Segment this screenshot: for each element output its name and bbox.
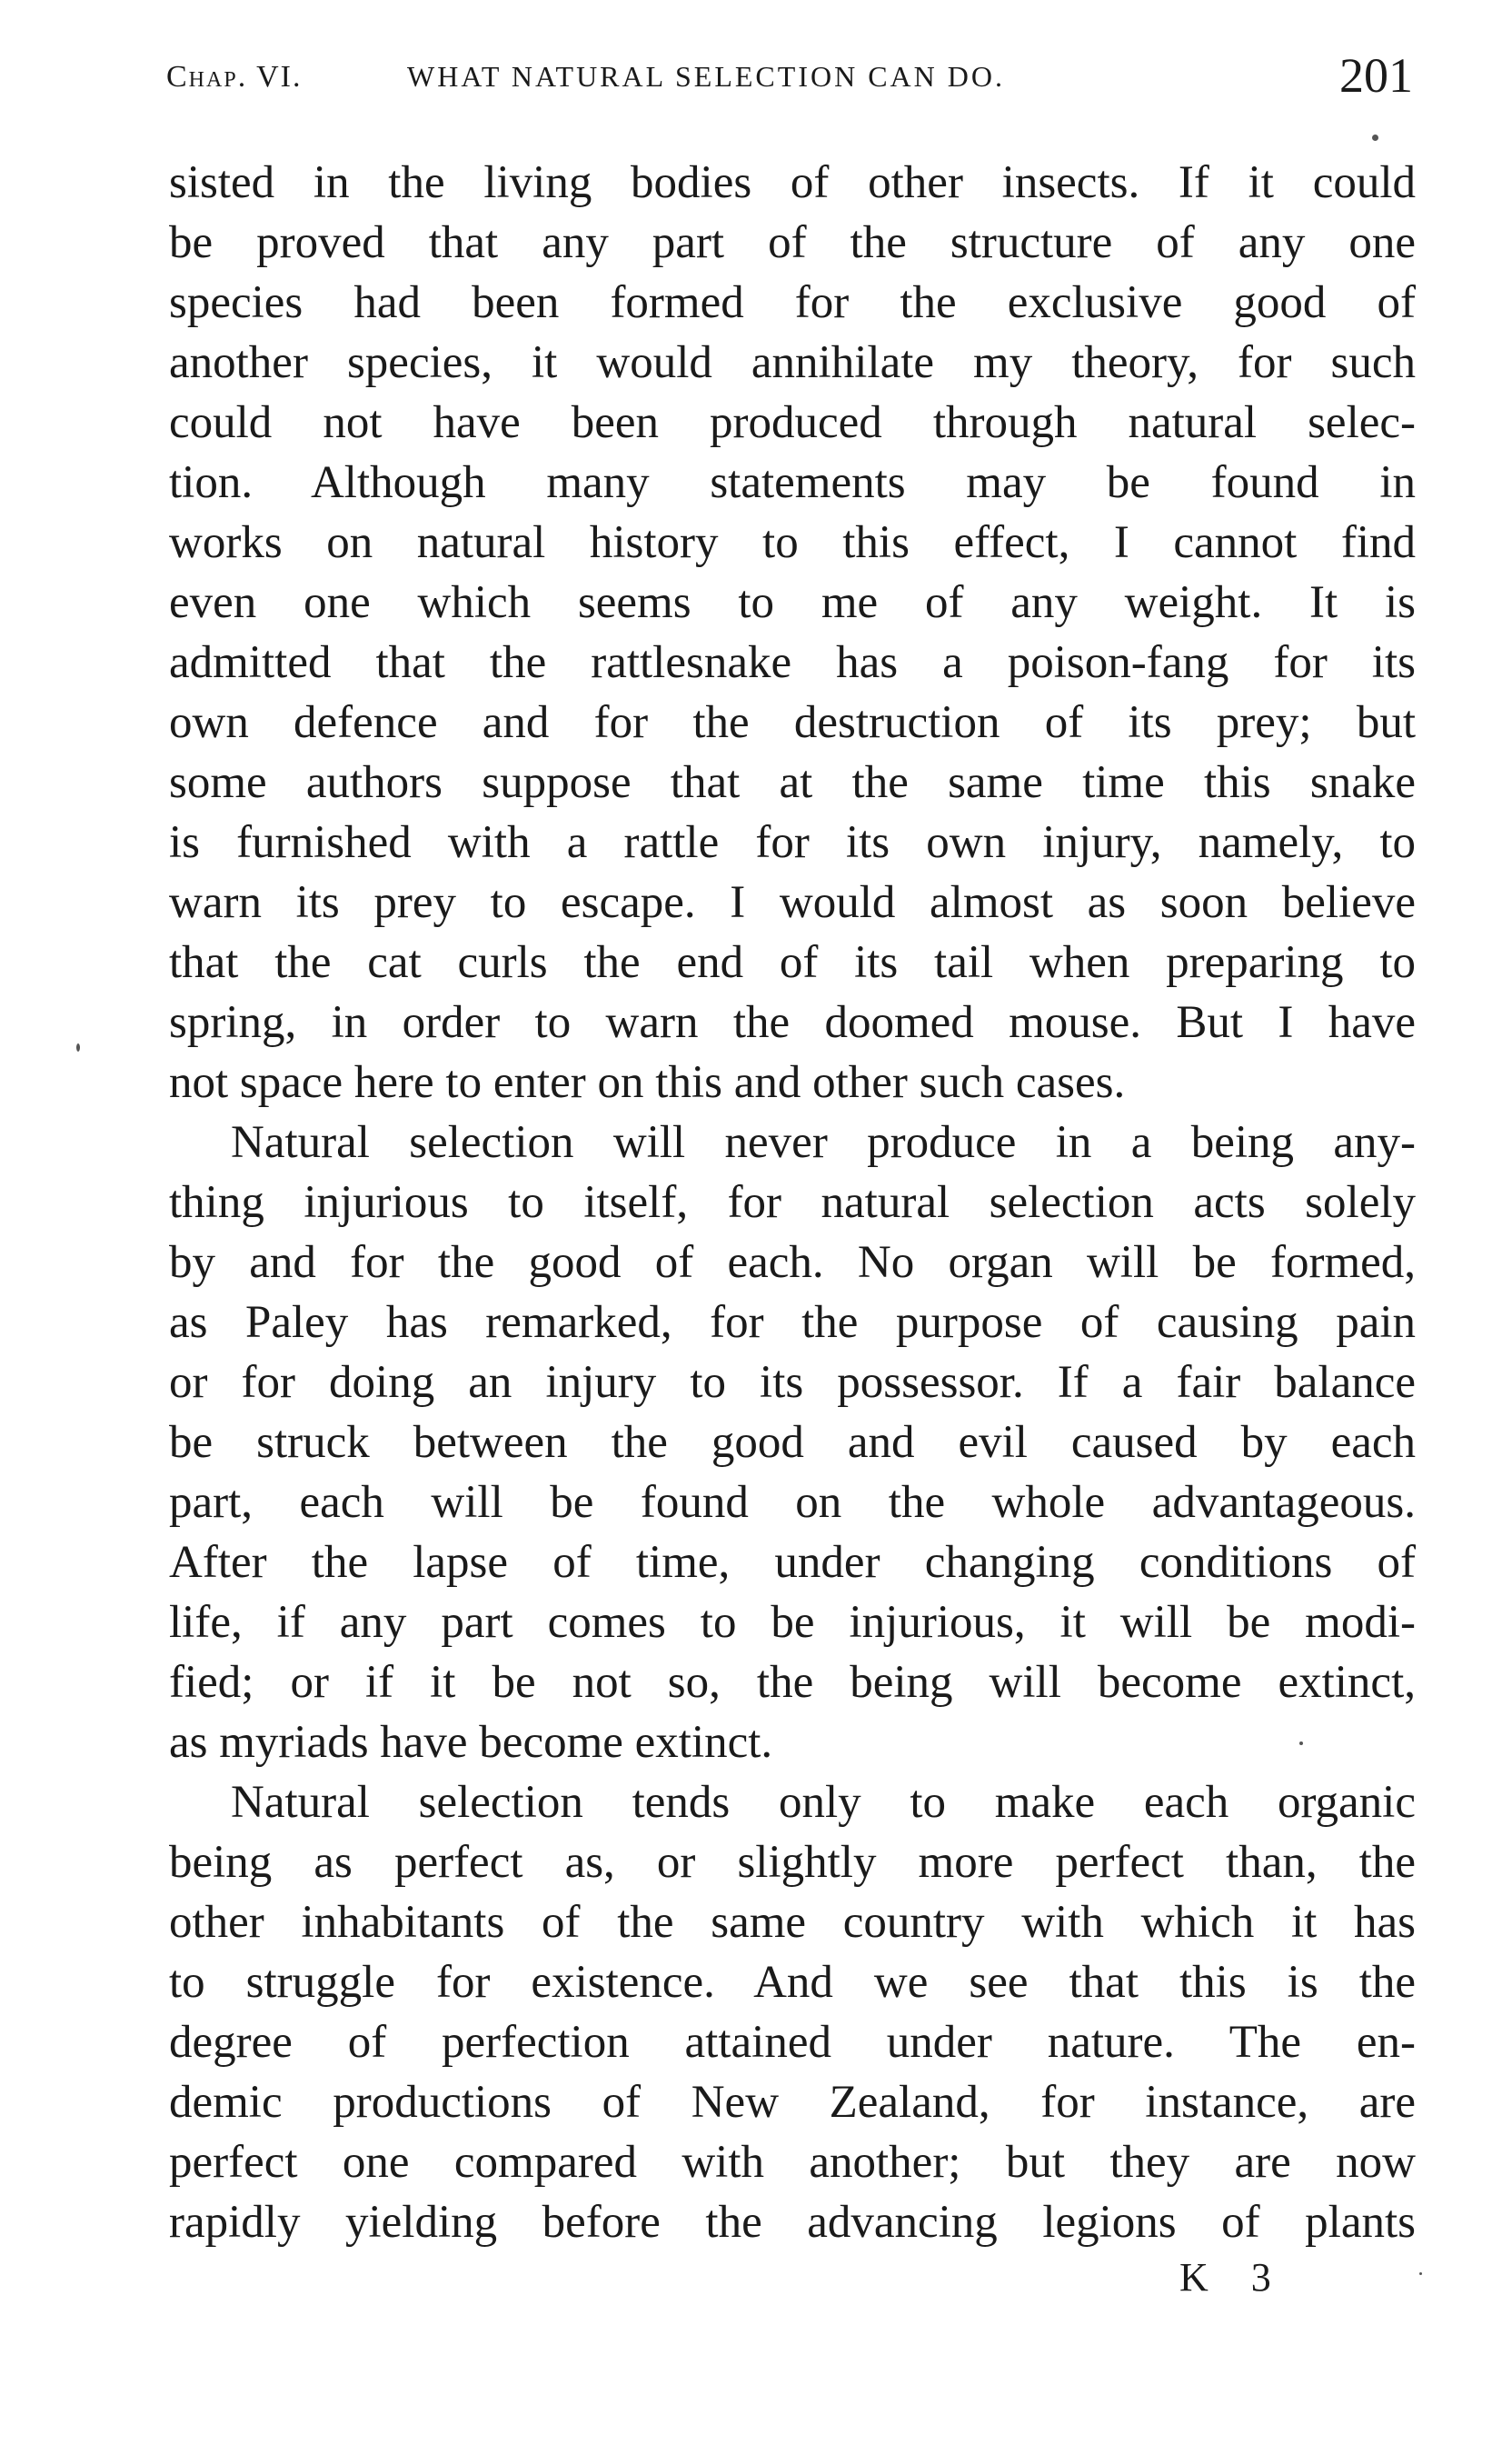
text-line: another species, it would annihilate my theory, for such (169, 337, 1416, 388)
body-text (169, 153, 1416, 2252)
text-line: is furnished with a rattle for its own injury, namely, to (169, 817, 1416, 868)
chapter-label: Chap. VI. (166, 60, 303, 94)
text-line: thing injurious to itself, for natural selection acts solely (169, 1177, 1416, 1228)
text-line: as Paley has remarked, for the purpose of causing pain (169, 1297, 1416, 1348)
text-line: be struck between the good and evil caused by each (169, 1417, 1416, 1468)
text-line: be proved that any part of the structure of any one (169, 217, 1416, 268)
paragraph-start-line: Natural selection will never produce in a being any- (231, 1117, 1416, 1168)
text-line: fied; or if it be not so, the being will become extinct, (169, 1657, 1416, 1708)
text-line: that the cat curls the end of its tail when preparing to (169, 937, 1416, 988)
text-line: own defence and for the destruction of its prey; but (169, 697, 1416, 748)
text-line: could not have been produced through natural selec- (169, 397, 1416, 448)
paragraph-start-line: Natural selection tends only to make each organic (231, 1777, 1416, 1828)
signature-mark: K 3 (1179, 2255, 1288, 2300)
running-title: WHAT NATURAL SELECTION CAN DO. (407, 60, 1005, 93)
text-line: perfect one compared with another; but they are now (169, 2137, 1416, 2188)
text-line: warn its prey to escape. I would almost as soon believe (169, 877, 1416, 928)
text-line: being as perfect as, or slightly more perfect than, the (169, 1837, 1416, 1888)
text-line: sisted in the living bodies of other insects. If it could (169, 157, 1416, 208)
text-line: or for doing an injury to its possessor. If a fair balance (169, 1357, 1416, 1408)
text-line: After the lapse of time, under changing conditions of (169, 1537, 1416, 1588)
print-speck (1419, 2272, 1422, 2275)
text-line: by and for the good of each. No organ will be formed, (169, 1237, 1416, 1288)
text-line: spring, in order to warn the doomed mouse. But I have (169, 997, 1416, 1048)
text-line: some authors suppose that at the same time this snake (169, 757, 1416, 808)
text-line: life, if any part comes to be injurious, it will be modi- (169, 1597, 1416, 1648)
text-line: to struggle for existence. And we see that this is the (169, 1957, 1416, 2008)
text-line: works on natural history to this effect, I cannot find (169, 517, 1416, 568)
print-speck (1299, 1741, 1303, 1745)
text-line: even one which seems to me of any weight. It is (169, 577, 1416, 628)
page-number: 201 (1339, 48, 1413, 103)
text-line: part, each will be found on the whole advantageous. (169, 1477, 1416, 1528)
text-line: rapidly yielding before the advancing legions of plants (169, 2197, 1416, 2248)
paragraph-end-line: as myriads have become extinct. (169, 1717, 773, 1768)
text-line: admitted that the rattlesnake has a poison-fang for its (169, 637, 1416, 688)
paragraph-end-line: not space here to enter on this and other such cases. (169, 1057, 1126, 1108)
text-line: demic productions of New Zealand, for instance, are (169, 2077, 1416, 2128)
running-head (166, 44, 1413, 116)
print-speck (1372, 135, 1378, 141)
text-line: species had been formed for the exclusive good of (169, 277, 1416, 328)
print-speck (76, 1043, 80, 1052)
text-line: tion. Although many statements may be found in (169, 457, 1416, 508)
text-line: degree of perfection attained under nature. The en- (169, 2017, 1416, 2068)
text-line: other inhabitants of the same country with which it has (169, 1897, 1416, 1948)
